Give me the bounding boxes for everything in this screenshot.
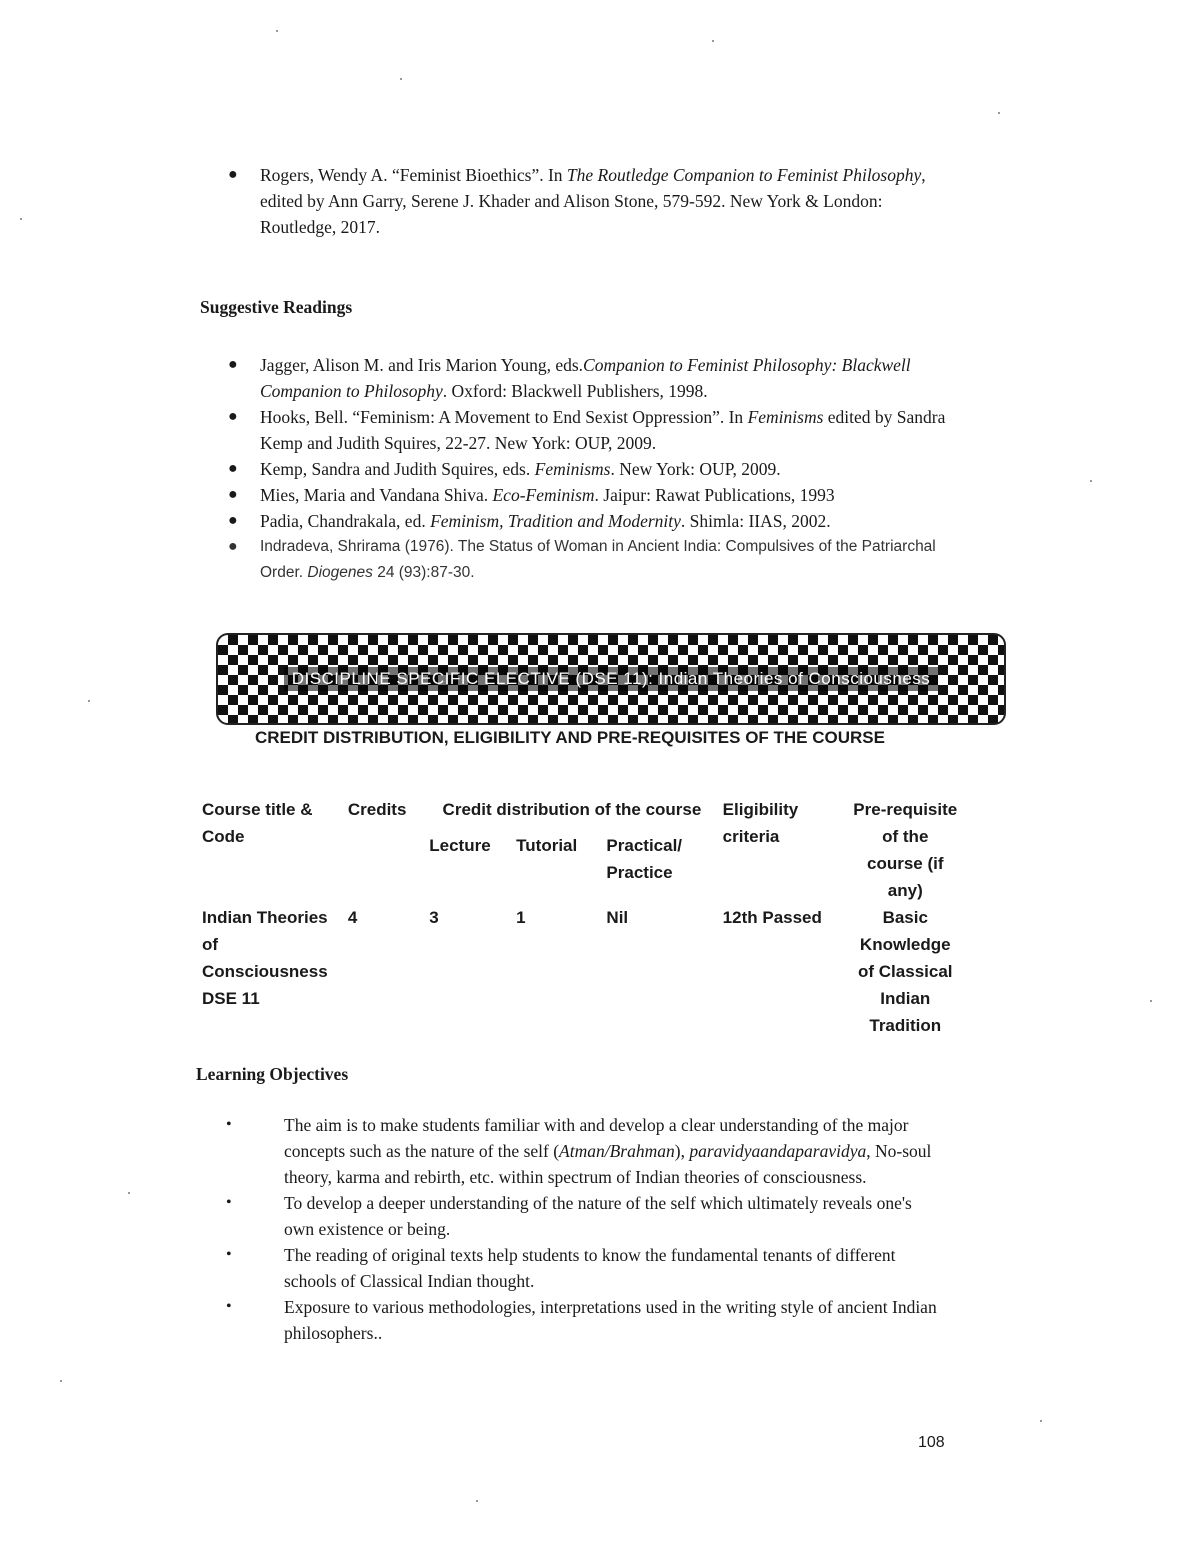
header-course-title: Course title & Code (202, 800, 313, 846)
list-item: • To develop a deeper understanding of the nature of the self which ultimately reveals one's own existence or being. (226, 1190, 942, 1242)
cell-tutorial: 1 (516, 908, 526, 927)
learning-objectives-heading: Learning Objectives (196, 1064, 349, 1084)
cell-prerequisite: Basic Knowledge of Classical Indian Tradition (858, 908, 953, 1035)
scan-speck (1150, 1000, 1152, 1002)
bullet-icon: • (226, 1298, 232, 1315)
list-item: ● Mies, Maria and Vandana Shiva. Eco-Feminism. Jaipur: Rawat Publications, 1993 (228, 482, 948, 508)
course-table (198, 796, 962, 1039)
list-item: ● Jagger, Alison M. and Iris Marion Young, eds.Companion to Feminist Philosophy: Blackwell Companion to Philosophy. Oxford: Blackwell Publishers, 1998. (228, 352, 948, 404)
scan-speck (400, 78, 402, 80)
cell-lecture: 3 (429, 908, 439, 927)
list-item: • The aim is to make students familiar with and develop a clear understanding of the major concepts such as the nature of the self (Atman/Brahman), paravidyaandaparavidya, No-soul theory, karma and rebirth, etc. within spectrum of Indian theories of consciousness. (226, 1112, 942, 1190)
bullet-icon: ● (228, 512, 238, 529)
learning-objectives-list (226, 1112, 942, 1346)
scan-speck (20, 218, 22, 220)
header-lecture: Lecture (429, 836, 491, 855)
list-item: ● Kemp, Sandra and Judith Squires, eds. Feminisms. New York: OUP, 2009. (228, 456, 948, 482)
list-item: ● Rogers, Wendy A. “Feminist Bioethics”. In The Routledge Companion to Feminist Philosophy, edited by Ann Garry, Serene J. Khader and Alison Stone, 579-592. New York & London: Routledge, 2017. (228, 162, 948, 240)
bullet-icon: ● (228, 460, 238, 477)
header-practical: Practical/ Practice (606, 836, 683, 882)
bullet-icon: • (226, 1194, 232, 1211)
bullet-icon: ● (228, 538, 238, 555)
cell-practical: Nil (606, 908, 629, 927)
list-item: • Exposure to various methodologies, interpretations used in the writing style of ancient Indian philosophers.. (226, 1294, 942, 1346)
bullet-icon: ● (228, 486, 238, 503)
credit-distribution-heading: CREDIT DISTRIBUTION, ELIGIBILITY AND PRE-REQUISITES OF THE COURSE (255, 728, 885, 747)
header-credits: Credits (347, 800, 407, 819)
header-prerequisite: Pre-requisite of the course (if any) (853, 800, 958, 900)
suggestive-readings-heading: Suggestive Readings (200, 297, 353, 317)
table-row (198, 904, 962, 1039)
cell-credits: 4 (347, 908, 358, 927)
bullet-icon: ● (228, 166, 238, 183)
section-banner (216, 633, 1006, 725)
scan-speck (998, 112, 1000, 114)
cell-course-title: Indian Theories of Consciousness DSE 11 (202, 908, 328, 1008)
scan-speck (276, 30, 278, 32)
page-number: 108 (918, 1434, 945, 1451)
scan-speck (476, 1500, 478, 1502)
list-item: ● Hooks, Bell. “Feminism: A Movement to End Sexist Oppression”. In Feminisms edited by Sandra Kemp and Judith Squires, 22-27. New York: OUP, 2009. (228, 404, 948, 456)
bullet-icon: ● (228, 408, 238, 425)
scan-speck (60, 1380, 62, 1382)
banner-title: DISCIPLINE SPECIFIC ELECTIVE (DSE 11): Indian Theories of Consciousness (284, 667, 939, 691)
bullet-icon: ● (228, 356, 238, 373)
header-eligibility: Eligibility criteria (722, 800, 799, 846)
scan-speck (712, 40, 714, 42)
bullet-icon: • (226, 1116, 232, 1133)
table-header-row (198, 796, 962, 832)
header-tutorial: Tutorial (516, 836, 578, 855)
scan-speck (128, 1192, 130, 1194)
scan-speck (1040, 1420, 1042, 1422)
suggestive-readings-list (228, 352, 948, 586)
list-item: ● Indradeva, Shrirama (1976). The Status of Woman in Ancient India: Compulsives of the Patriarchal Order. Diogenes 24 (93):87-30. (228, 534, 948, 586)
scan-speck (88, 700, 90, 702)
cell-eligibility: 12th Passed (722, 908, 822, 927)
bullet-icon: • (226, 1246, 232, 1263)
list-item: • The reading of original texts help students to know the fundamental tenants of different schools of Classical Indian thought. (226, 1242, 942, 1294)
list-item: ● Padia, Chandrakala, ed. Feminism, Tradition and Modernity. Shimla: IIAS, 2002. (228, 508, 948, 534)
scan-speck (1090, 480, 1092, 482)
header-credit-distribution: Credit distribution of the course (442, 800, 702, 819)
reference-list (228, 162, 948, 240)
